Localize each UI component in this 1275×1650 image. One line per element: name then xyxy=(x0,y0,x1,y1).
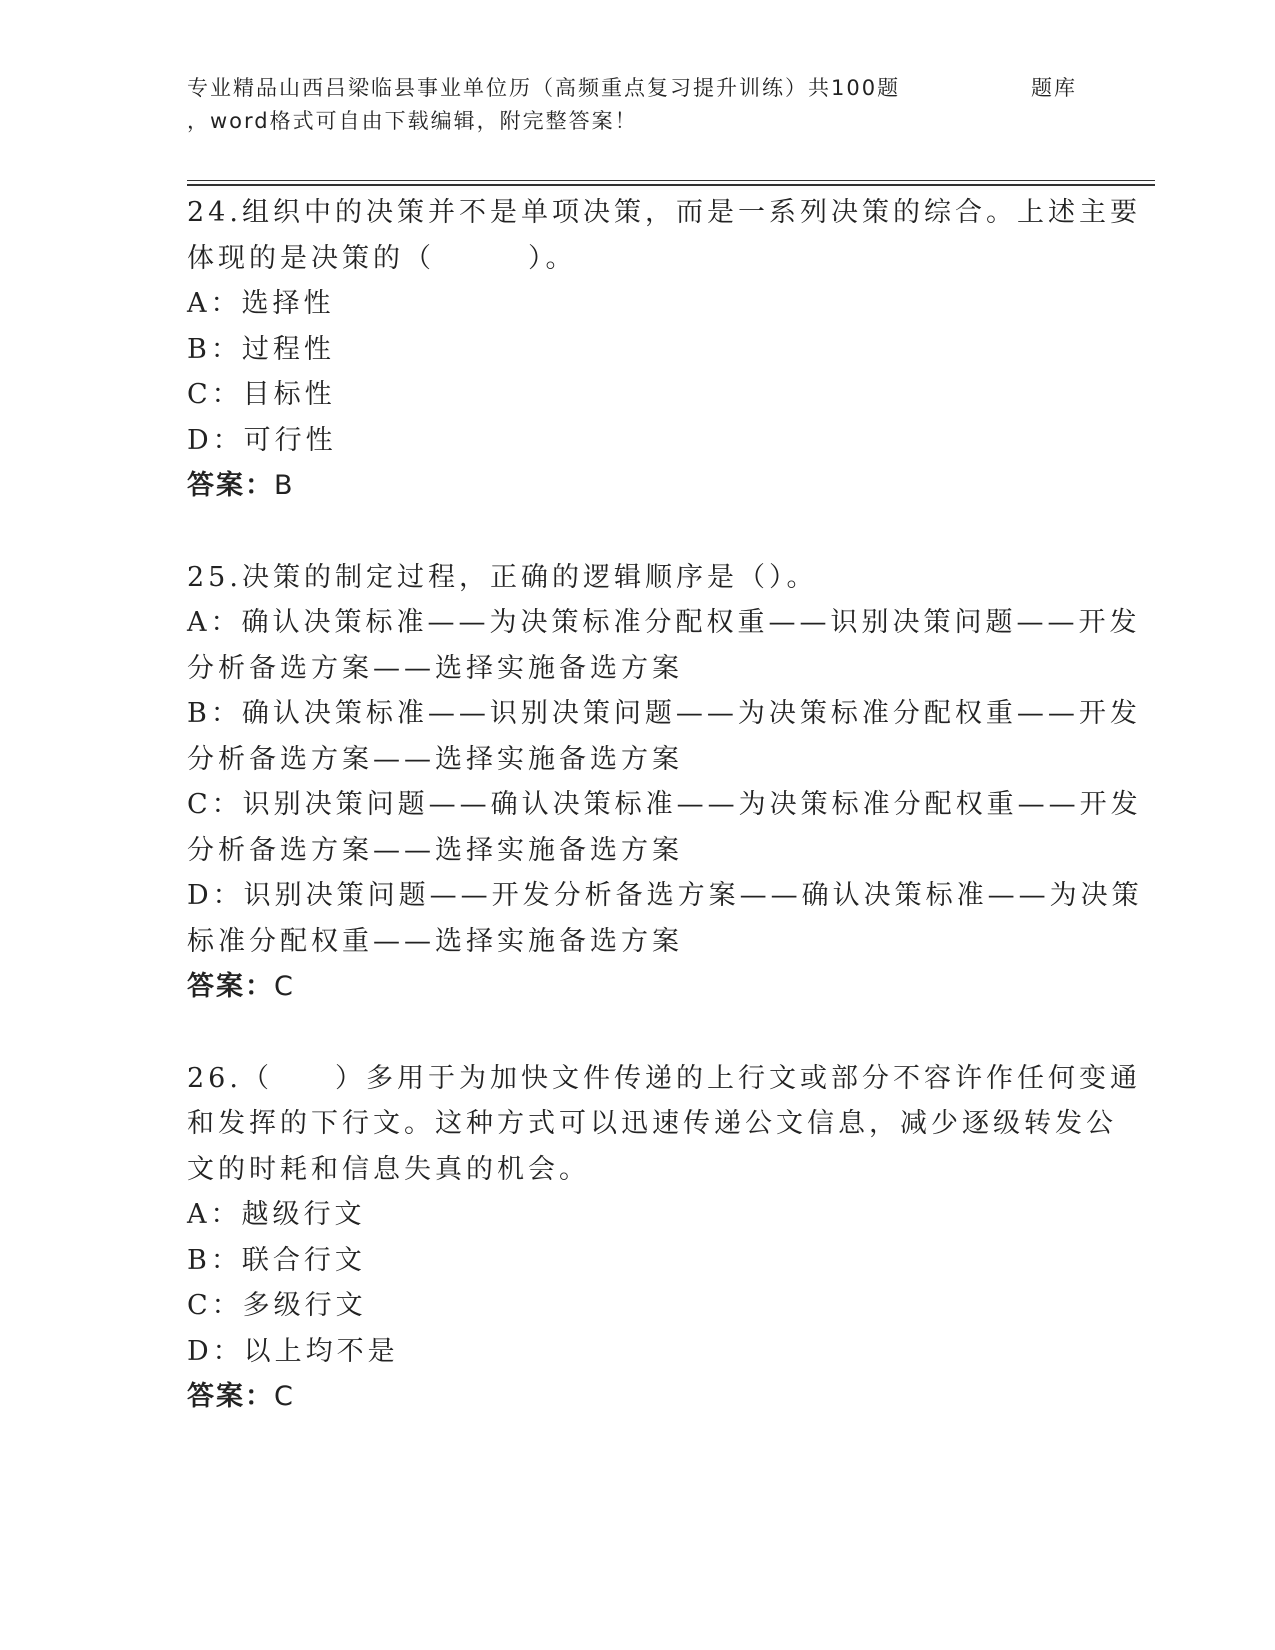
option-d-cont: 标准分配权重——选择实施备选方案 xyxy=(187,925,683,957)
option-d: D：识别决策问题——开发分析备选方案——确认决策标准——为决策 xyxy=(187,880,1143,911)
question-stem: 24.组织中的决策并不是单项决策，而是一系列决策的综合。上述主要 xyxy=(187,197,1141,228)
answer-value: C xyxy=(274,971,295,1002)
option-c: C：识别决策问题——确认决策标准——为决策标准分配权重——开发 xyxy=(187,789,1142,820)
option-b-cont: 分析备选方案——选择实施备选方案 xyxy=(187,743,683,775)
header-tag: 题库 xyxy=(1031,76,1077,100)
header-title: 专业精品山西吕梁临县事业单位历（高频重点复习提升训练）共100题 xyxy=(187,76,901,100)
question-stem: 文的时耗和信息失真的机会。 xyxy=(187,1153,590,1185)
document-header xyxy=(187,72,1077,138)
header-divider-thin xyxy=(187,180,1155,181)
option-a: A：确认决策标准——为决策标准分配权重——识别决策问题——开发 xyxy=(187,607,1141,638)
question-stem: 26.（ ）多用于为加快文件传递的上行文或部分不容许作任何变通 xyxy=(187,1062,1141,1094)
question-stem: 和发挥的下行文。这种方式可以迅速传递公文信息，减少逐级转发公 xyxy=(187,1108,1117,1139)
question-stem: 25.决策的制定过程，正确的逻辑顺序是（）。 xyxy=(187,561,818,593)
option-b: B：联合行文 xyxy=(187,1244,366,1276)
question-25 xyxy=(187,555,1143,1010)
question-list xyxy=(187,190,1143,1466)
option-b: B：确认决策标准——识别决策问题——为决策标准分配权重——开发 xyxy=(187,698,1141,729)
answer-label: 答案： xyxy=(187,470,274,501)
option-d: D：以上均不是 xyxy=(187,1335,399,1367)
option-d: D：可行性 xyxy=(187,424,337,456)
answer-line xyxy=(187,1374,1087,1420)
answer-value: C xyxy=(274,1381,295,1412)
header-divider-thick xyxy=(187,184,1155,186)
question-stem: 体现的是决策的（ ）。 xyxy=(187,242,577,274)
question-24 xyxy=(187,190,1141,509)
option-c: C：目标性 xyxy=(187,379,336,410)
question-26 xyxy=(187,1056,1141,1420)
answer-line xyxy=(187,964,1087,1010)
option-c-cont: 分析备选方案——选择实施备选方案 xyxy=(187,834,683,866)
option-c: C：多级行文 xyxy=(187,1290,367,1321)
option-a-cont: 分析备选方案——选择实施备选方案 xyxy=(187,652,683,684)
header-subtitle: ，word格式可自由下载编辑，附完整答案！ xyxy=(187,109,638,133)
option-b: B：过程性 xyxy=(187,333,335,365)
answer-line xyxy=(187,463,1087,509)
answer-label: 答案： xyxy=(187,1381,274,1412)
answer-label: 答案： xyxy=(187,971,274,1002)
option-a: A：选择性 xyxy=(187,288,335,319)
answer-value: B xyxy=(274,470,295,501)
option-a: A：越级行文 xyxy=(187,1199,366,1230)
